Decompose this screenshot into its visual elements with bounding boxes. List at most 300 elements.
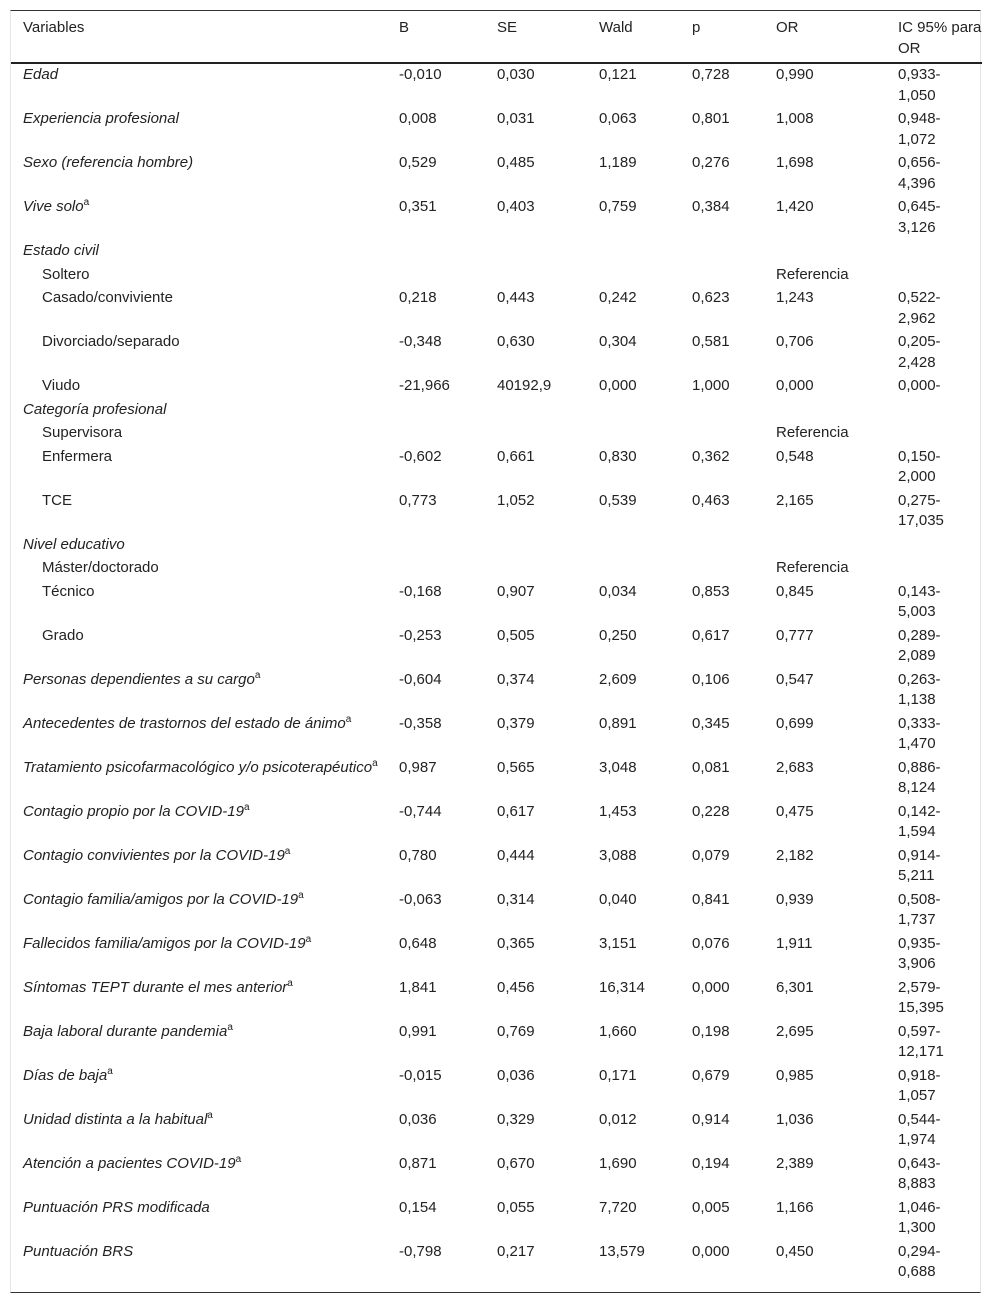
cell-or: 1,243	[776, 289, 814, 306]
cell-p: 0,276	[692, 154, 730, 171]
cell-ic95	[886, 845, 982, 889]
footnote-marker: a	[227, 1021, 233, 1033]
ic-lower: 0,918-	[898, 1066, 941, 1084]
cell-se: 0,036	[497, 1066, 535, 1084]
ic-lower: 0,333-	[898, 714, 941, 732]
cell-or: 0,000	[776, 377, 814, 394]
cell-ic95	[886, 399, 982, 423]
cell-b	[387, 240, 485, 264]
cell-wald: 0,891	[599, 714, 637, 732]
variable-label	[11, 152, 387, 196]
cell-b	[387, 399, 485, 423]
cell-or: 2,683	[776, 758, 814, 776]
variable-label	[11, 63, 387, 108]
cell-se: 40192,9	[497, 377, 552, 394]
cell-se	[485, 264, 587, 288]
ic-lower: 1,046-	[898, 1198, 941, 1216]
variable-label-text: Edad	[23, 66, 59, 83]
cell-se: 0,485	[497, 154, 535, 171]
cell-ic95	[886, 757, 982, 801]
footnote-marker: a	[345, 713, 352, 725]
cell-ic95	[886, 1241, 982, 1285]
ic-upper: 1,470	[898, 735, 936, 752]
variable-label	[11, 422, 387, 446]
variable-label	[11, 1065, 387, 1109]
variable-label	[11, 490, 387, 534]
cell-ic95	[886, 557, 982, 581]
footnote-marker: a	[107, 1065, 113, 1077]
ic-upper: 3,906	[898, 955, 936, 972]
cell-se: 0,031	[497, 110, 535, 127]
ic-upper: 1,737	[898, 911, 936, 928]
cell-or: 0,777	[776, 626, 814, 644]
cell-or: 6,301	[776, 978, 814, 996]
variable-label	[11, 375, 387, 399]
cell-or: 2,182	[776, 846, 814, 864]
ic-lower: 0,948-	[898, 110, 941, 127]
cell-or: 0,845	[776, 582, 814, 600]
table-row	[11, 1021, 982, 1065]
cell-p	[680, 422, 764, 446]
table-row	[11, 625, 982, 669]
table-body	[11, 63, 982, 1285]
cell-se: 0,565	[497, 758, 535, 776]
variable-label	[11, 977, 387, 1021]
ic-lower: 0,294-	[898, 1242, 941, 1260]
variable-label-text: Técnico	[42, 582, 95, 600]
cell-p	[680, 557, 764, 581]
cell-se: 0,617	[497, 802, 535, 820]
cell-p: 0,081	[692, 758, 730, 776]
cell-or: 1,911	[776, 934, 813, 952]
cell-wald: 7,720	[599, 1198, 637, 1216]
ic-lower: 0,935-	[898, 934, 941, 952]
cell-p: 0,106	[692, 670, 730, 688]
variable-label-text: Síntomas TEPT durante el mes anterior	[23, 978, 288, 996]
header-ic95: IC 95% para OR	[898, 19, 982, 57]
cell-p: 0,914	[692, 1110, 730, 1128]
cell-se: 0,444	[497, 846, 535, 864]
cell-b: 1,841	[399, 978, 437, 996]
cell-ic95	[886, 1021, 982, 1065]
cell-wald: 0,242	[599, 289, 637, 306]
cell-or: 1,698	[776, 154, 814, 171]
cell-p: 0,228	[692, 802, 730, 820]
variable-label-text: Vive solo	[23, 198, 84, 215]
footnote-marker: a	[287, 977, 293, 989]
ic-upper: 5,003	[898, 603, 936, 620]
ic-lower: 0,142-	[898, 802, 941, 820]
cell-se	[485, 534, 587, 558]
table-row	[11, 1065, 982, 1109]
cell-b: 0,871	[399, 1154, 437, 1172]
cell-or: 0,548	[776, 447, 814, 465]
variable-label	[11, 889, 387, 933]
cell-se: 1,052	[497, 491, 535, 509]
cell-or: 0,450	[776, 1242, 814, 1260]
ic-lower: 0,150-	[898, 447, 941, 465]
cell-or: 2,695	[776, 1022, 814, 1040]
cell-ic95	[886, 264, 982, 288]
cell-ic95	[886, 933, 982, 977]
table-header-row	[11, 11, 982, 63]
cell-wald: 0,063	[599, 110, 637, 127]
cell-or	[764, 399, 886, 423]
cell-wald: 0,830	[599, 447, 637, 465]
variable-label	[11, 845, 387, 889]
cell-wald: 1,660	[599, 1022, 637, 1040]
variable-label	[11, 713, 387, 757]
cell-wald	[587, 264, 680, 288]
variable-label-text: Estado civil	[23, 242, 99, 259]
footnote-marker: a	[235, 1153, 242, 1165]
cell-b: -0,604	[399, 670, 442, 688]
cell-p	[680, 399, 764, 423]
table-row	[11, 287, 982, 331]
variable-label-text: Días de baja	[23, 1066, 108, 1084]
cell-or: Referencia	[776, 559, 849, 576]
variable-label	[11, 801, 387, 845]
cell-ic95	[886, 375, 982, 399]
cell-ic95	[886, 625, 982, 669]
footnote-marker: a	[298, 889, 304, 901]
cell-se: 0,907	[497, 582, 535, 600]
cell-b: -21,966	[399, 377, 450, 394]
cell-p: 0,000	[692, 1242, 730, 1260]
cell-wald	[587, 534, 680, 558]
table-row	[11, 422, 982, 446]
cell-se: 0,505	[497, 626, 535, 644]
footnote-marker: a	[305, 933, 312, 945]
cell-p	[680, 240, 764, 264]
cell-or: 0,547	[776, 670, 814, 688]
table-row	[11, 63, 982, 108]
cell-or: 2,389	[776, 1154, 814, 1172]
table-row	[11, 196, 982, 240]
footnote-marker: a	[254, 669, 261, 681]
cell-wald	[587, 422, 680, 446]
cell-p: 0,623	[692, 289, 730, 306]
cell-or: 0,990	[776, 66, 814, 83]
cell-se: 0,661	[497, 447, 535, 465]
cell-b: 0,008	[399, 110, 437, 127]
variable-label-text: Grado	[42, 626, 84, 644]
variable-label	[11, 1021, 387, 1065]
cell-p: 0,076	[692, 934, 730, 952]
cell-se	[485, 399, 587, 423]
variable-label	[11, 108, 387, 152]
variable-label-text: Personas dependientes a su cargo	[23, 670, 255, 688]
cell-se: 0,670	[497, 1154, 535, 1172]
cell-or: 0,699	[776, 714, 814, 732]
cell-wald: 0,759	[599, 198, 637, 215]
variable-label-text: Contagio familia/amigos por la COVID-19	[23, 890, 299, 908]
table-row	[11, 581, 982, 625]
table-row	[11, 240, 982, 264]
table-row	[11, 889, 982, 933]
ic-upper: 1,300	[898, 1219, 936, 1236]
variable-label	[11, 933, 387, 977]
cell-wald: 0,012	[599, 1110, 637, 1128]
cell-ic95	[886, 713, 982, 757]
cell-wald	[587, 557, 680, 581]
table-row	[11, 108, 982, 152]
ic-upper: 8,883	[898, 1175, 936, 1192]
cell-b: -0,358	[399, 714, 442, 732]
cell-ic95	[886, 152, 982, 196]
ic-lower: 0,263-	[898, 670, 941, 688]
variable-label	[11, 625, 387, 669]
ic-lower: 0,643-	[898, 1154, 941, 1172]
cell-wald: 0,121	[599, 66, 637, 83]
variable-label-text: Puntuación PRS modificada	[23, 1198, 210, 1216]
cell-b: 0,529	[399, 154, 437, 171]
cell-p: 0,853	[692, 582, 730, 600]
cell-b: 0,987	[399, 758, 437, 776]
table-row	[11, 713, 982, 757]
table-row	[11, 557, 982, 581]
cell-or: Referencia	[776, 424, 849, 441]
cell-b: -0,744	[399, 802, 442, 820]
cell-wald: 0,304	[599, 333, 637, 350]
ic-upper: 8,124	[898, 779, 936, 796]
ic-upper: 3,126	[898, 218, 936, 236]
header-se: SE	[497, 19, 518, 36]
variable-label-text: Soltero	[42, 265, 90, 283]
header-or: OR	[776, 19, 799, 36]
footnote-marker: a	[83, 197, 90, 208]
variable-label	[11, 757, 387, 801]
ic-upper: 1,057	[898, 1087, 936, 1104]
cell-p: 0,345	[692, 714, 730, 732]
cell-ic95	[886, 1197, 982, 1241]
variable-label-text: Enfermera	[42, 447, 113, 465]
cell-b: 0,991	[399, 1022, 437, 1040]
table-row	[11, 977, 982, 1021]
cell-ic95	[886, 889, 982, 933]
variable-label-text: Divorciado/separado	[42, 333, 180, 350]
header-b: B	[399, 19, 410, 36]
cell-b: 0,218	[399, 289, 437, 306]
cell-se: 0,630	[497, 333, 535, 350]
cell-ic95	[886, 1153, 982, 1197]
cell-wald: 1,690	[599, 1154, 637, 1172]
header-variables: Variables	[23, 19, 85, 36]
ic-upper: 4,396	[898, 174, 936, 192]
cell-wald	[587, 240, 680, 264]
cell-p	[680, 534, 764, 558]
footnote-marker: a	[243, 801, 250, 813]
cell-b: -0,798	[399, 1242, 442, 1260]
cell-p: 0,194	[692, 1154, 730, 1172]
variable-label-text: Atención a pacientes COVID-19	[23, 1154, 236, 1172]
cell-se: 0,403	[497, 198, 535, 215]
variable-label	[11, 331, 387, 375]
cell-b: -0,602	[399, 447, 442, 465]
cell-p: 0,728	[692, 66, 730, 83]
cell-p	[680, 264, 764, 288]
variable-label-text: Puntuación BRS	[23, 1242, 134, 1260]
variable-label	[11, 669, 387, 713]
variable-label	[11, 196, 387, 240]
ic-lower: 0,914-	[898, 846, 941, 864]
ic-lower: 0,597-	[898, 1022, 941, 1040]
cell-b: -0,015	[399, 1066, 442, 1084]
cell-ic95	[886, 287, 982, 331]
cell-ic95	[886, 196, 982, 240]
cell-b	[387, 557, 485, 581]
footnote-marker: a	[372, 757, 378, 769]
cell-ic95	[886, 108, 982, 152]
ic-upper: 2,089	[898, 647, 936, 664]
cell-b: 0,351	[399, 198, 437, 215]
regression-table-container	[10, 10, 981, 1293]
cell-wald: 0,000	[599, 377, 637, 394]
table-row	[11, 264, 982, 288]
ic-lower: 0,205-	[898, 333, 941, 350]
cell-ic95	[886, 581, 982, 625]
cell-se: 0,374	[497, 670, 535, 688]
cell-b: 0,773	[399, 491, 437, 509]
table-row	[11, 1153, 982, 1197]
cell-p: 0,679	[692, 1066, 730, 1084]
variable-label-text: Categoría profesional	[23, 400, 167, 418]
header-p: p	[692, 19, 701, 36]
cell-p: 0,463	[692, 491, 730, 509]
ic-upper: 5,211	[898, 867, 935, 884]
cell-b: -0,063	[399, 890, 442, 908]
cell-ic95	[886, 422, 982, 446]
cell-wald: 0,034	[599, 582, 637, 600]
table-row	[11, 933, 982, 977]
cell-or: 1,166	[776, 1198, 814, 1216]
ic-upper: 1,594	[898, 823, 936, 840]
cell-b: -0,010	[399, 66, 442, 83]
cell-ic95	[886, 669, 982, 713]
table-row	[11, 446, 982, 490]
cell-se	[485, 557, 587, 581]
cell-b: 0,154	[399, 1198, 437, 1216]
table-row	[11, 490, 982, 534]
table-row	[11, 1109, 982, 1153]
cell-p: 0,362	[692, 447, 730, 465]
variable-label-text: Experiencia profesional	[23, 110, 179, 127]
ic-lower: 0,289-	[898, 626, 941, 644]
ic-upper: 0,688	[898, 1263, 936, 1280]
cell-p: 0,841	[692, 890, 730, 908]
cell-b: 0,648	[399, 934, 437, 952]
ic-upper: 1,050	[898, 86, 936, 104]
variable-label-text: TCE	[42, 491, 72, 509]
table-row	[11, 845, 982, 889]
variable-label	[11, 1153, 387, 1197]
cell-se: 0,379	[497, 714, 535, 732]
cell-or: 0,475	[776, 802, 814, 820]
cell-or: 1,008	[776, 110, 814, 127]
ic-lower: 0,143-	[898, 582, 941, 600]
cell-wald: 2,609	[599, 670, 637, 688]
cell-p: 0,581	[692, 333, 730, 350]
variable-label-text: Antecedentes de trastornos del estado de ánimo	[23, 714, 346, 732]
cell-wald: 0,171	[599, 1066, 637, 1084]
ic-lower: 2,579-	[898, 978, 941, 996]
cell-or: 0,706	[776, 333, 814, 350]
cell-p: 0,801	[692, 110, 730, 127]
cell-wald: 3,048	[599, 758, 637, 776]
cell-se: 0,443	[497, 289, 535, 306]
variable-label	[11, 264, 387, 288]
cell-or: 1,036	[776, 1110, 814, 1128]
cell-wald: 0,539	[599, 491, 637, 509]
cell-wald: 3,151	[599, 934, 637, 952]
cell-or	[764, 240, 886, 264]
cell-b	[387, 264, 485, 288]
cell-se: 0,456	[497, 978, 535, 996]
cell-wald: 0,040	[599, 890, 637, 908]
cell-wald: 1,453	[599, 802, 637, 820]
ic-lower: 0,000-	[898, 377, 941, 394]
variable-label	[11, 534, 387, 558]
variable-label-text: Nivel educativo	[23, 535, 125, 553]
cell-p: 1,000	[692, 377, 730, 394]
variable-label-text: Fallecidos familia/amigos por la COVID-19	[23, 934, 306, 952]
cell-wald: 13,579	[599, 1242, 645, 1260]
variable-label-text: Baja laboral durante pandemia	[23, 1022, 228, 1040]
cell-wald	[587, 399, 680, 423]
variable-label-text: Viudo	[42, 377, 81, 394]
ic-upper: 2,428	[898, 353, 936, 371]
cell-ic95	[886, 63, 982, 108]
footnote-marker: a	[284, 845, 291, 857]
variable-label	[11, 399, 387, 423]
cell-ic95	[886, 240, 982, 264]
cell-se: 0,329	[497, 1110, 535, 1128]
cell-se	[485, 422, 587, 446]
ic-lower: 0,544-	[898, 1110, 941, 1128]
ic-upper: 17,035	[898, 512, 944, 529]
cell-ic95	[886, 1109, 982, 1153]
variable-label	[11, 557, 387, 581]
cell-wald: 0,250	[599, 626, 637, 644]
cell-or	[764, 534, 886, 558]
cell-or: 2,165	[776, 491, 814, 509]
ic-lower: 0,522-	[898, 289, 941, 306]
table-row	[11, 757, 982, 801]
variable-label-text: Contagio convivientes por la COVID-19	[23, 846, 285, 864]
cell-se: 0,769	[497, 1022, 535, 1040]
cell-b: -0,168	[399, 582, 442, 600]
cell-ic95	[886, 801, 982, 845]
cell-or: 0,939	[776, 890, 814, 908]
ic-upper: 1,072	[898, 130, 936, 148]
cell-b	[387, 534, 485, 558]
cell-p: 0,617	[692, 626, 730, 644]
cell-b: -0,348	[399, 333, 442, 350]
cell-wald: 3,088	[599, 846, 637, 864]
cell-se: 0,217	[497, 1242, 535, 1260]
cell-ic95	[886, 534, 982, 558]
variable-label	[11, 1241, 387, 1285]
cell-p: 0,005	[692, 1198, 730, 1216]
table-row	[11, 1197, 982, 1241]
cell-p: 0,198	[692, 1022, 730, 1040]
cell-p: 0,079	[692, 846, 730, 864]
variable-label-text: Tratamiento psicofarmacológico y/o psicoterapéutico	[23, 758, 373, 776]
cell-ic95	[886, 331, 982, 375]
cell-or: 0,985	[776, 1066, 814, 1084]
table-row	[11, 331, 982, 375]
cell-ic95	[886, 446, 982, 490]
